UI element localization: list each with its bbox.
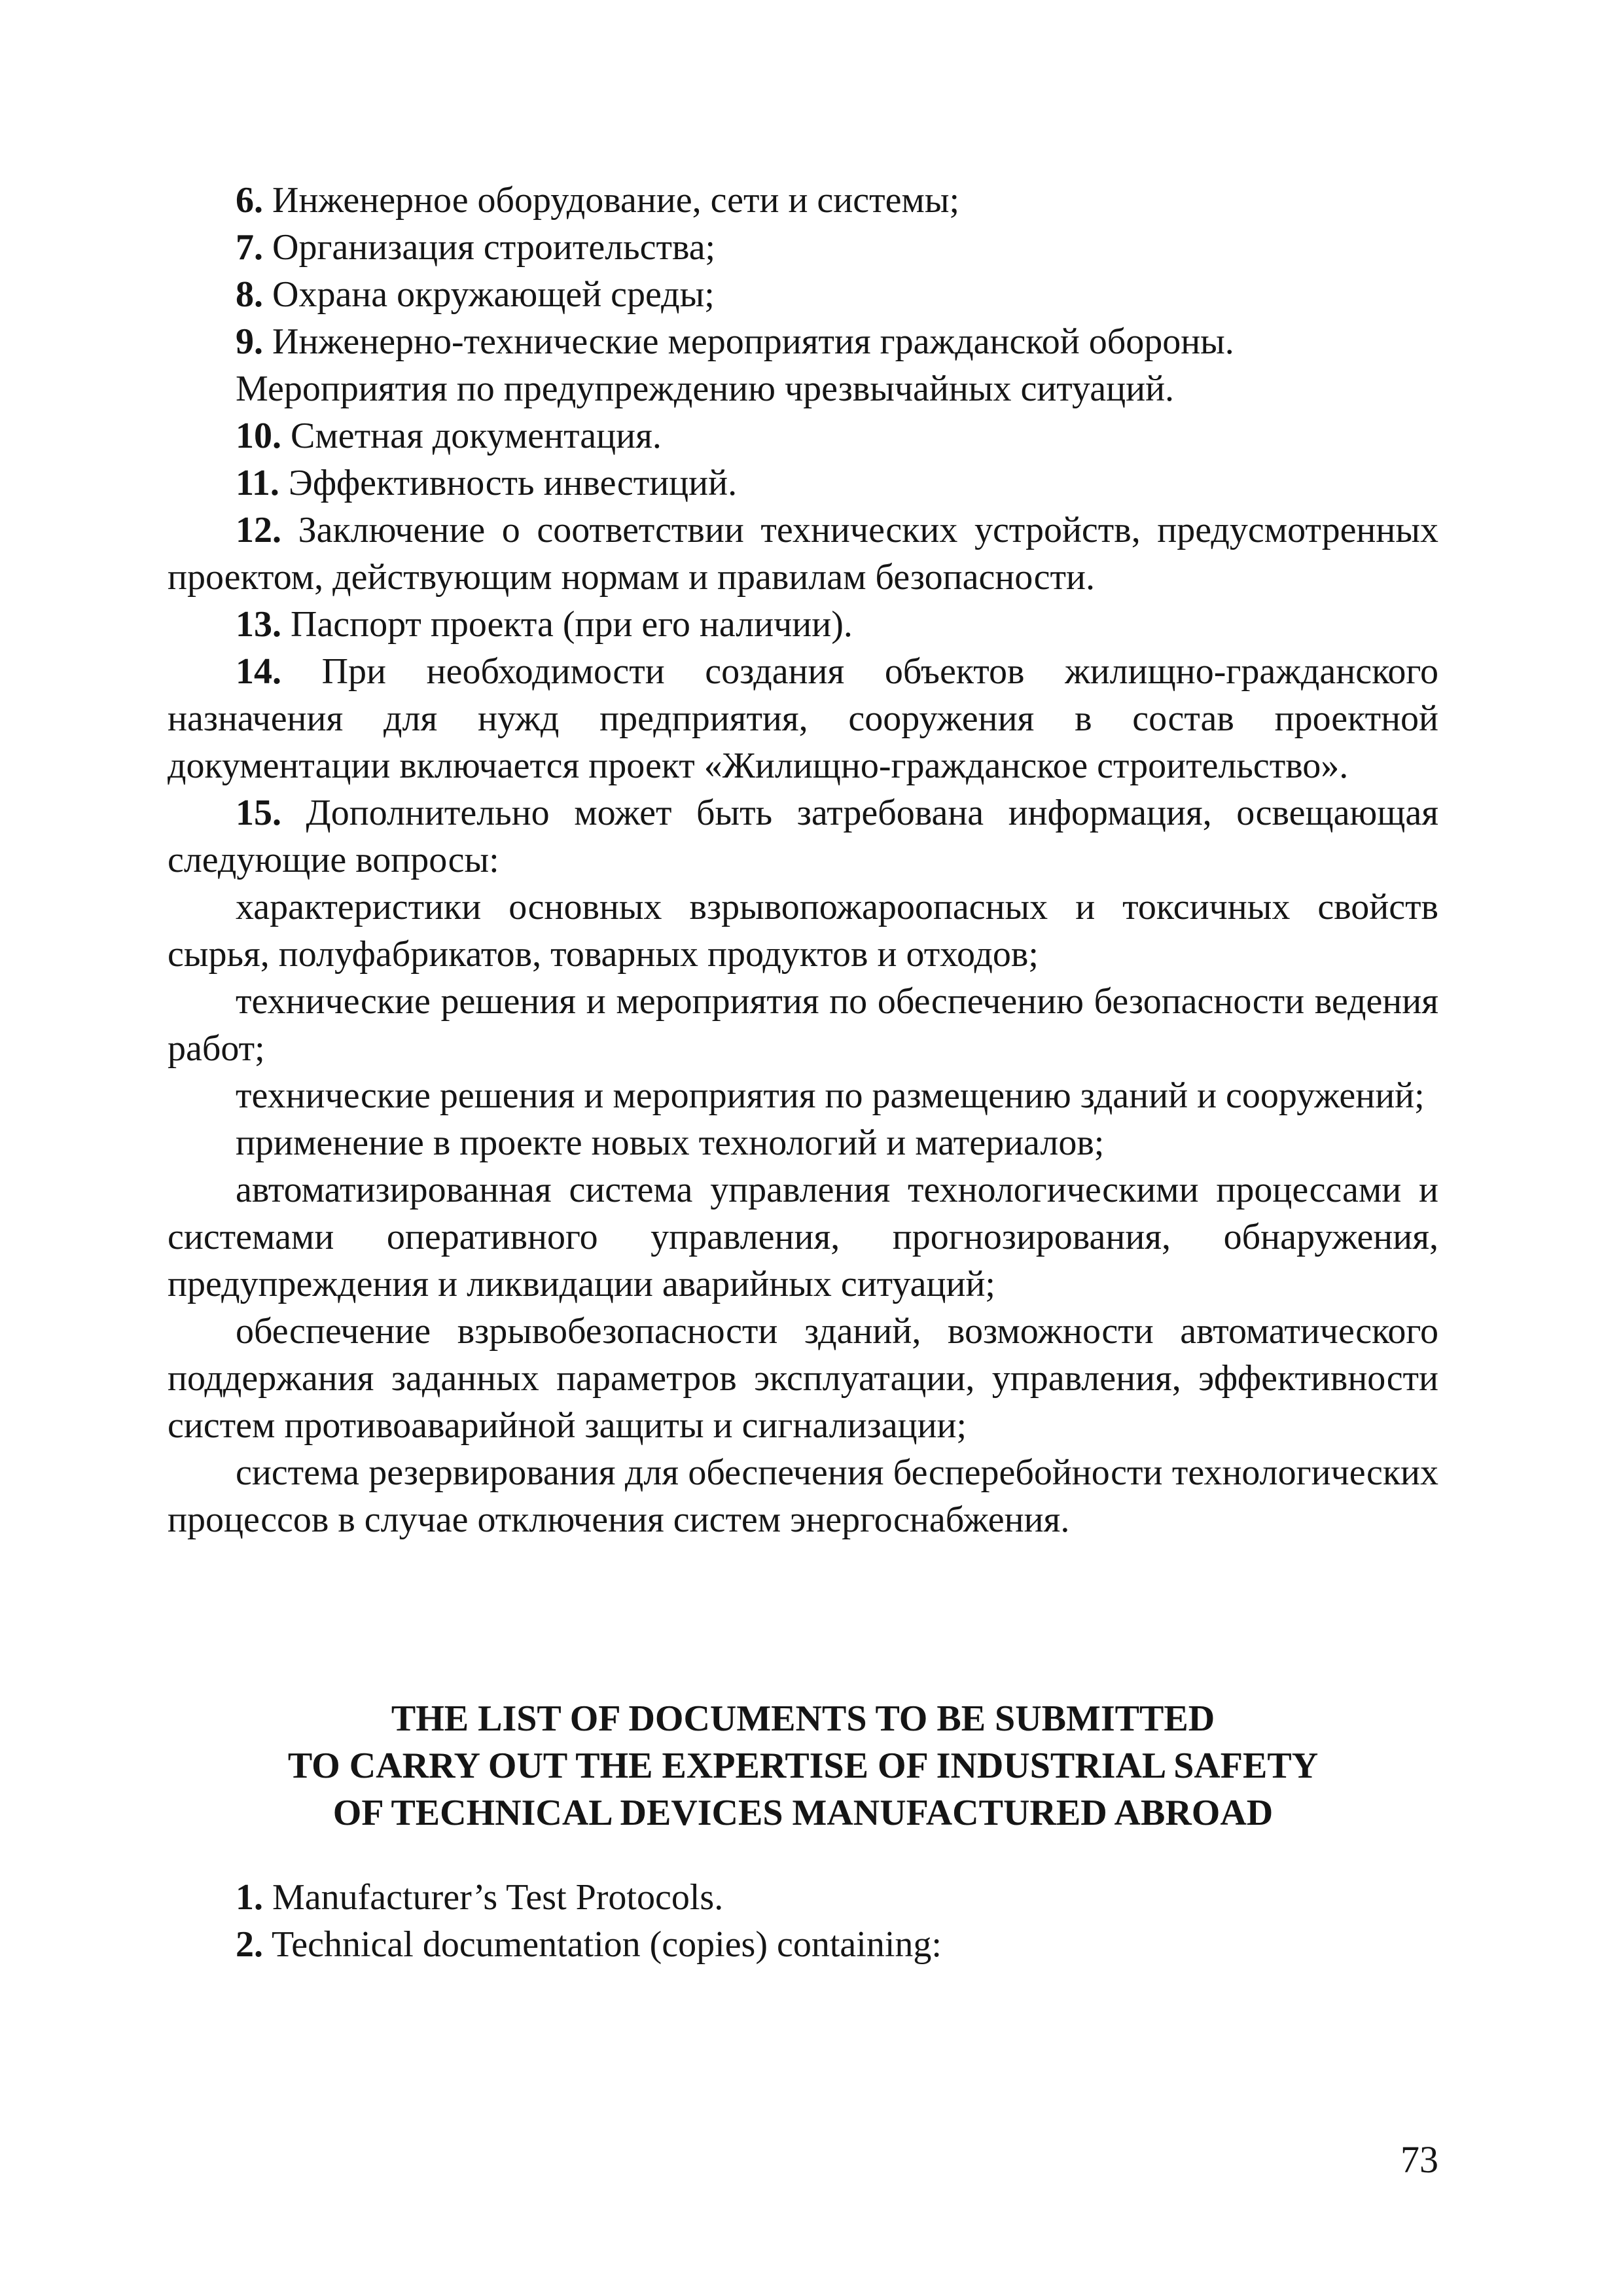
- item-number: 11.: [236, 463, 279, 503]
- list-item: [168, 507, 1438, 601]
- item-number: 9.: [236, 321, 263, 362]
- item-text: автоматизированная система управления технологическими процессами и системами оперативного управления, прогнозирования, обнаружения, предупреждения и ликвидации аварийных ситуаций;: [168, 1170, 1438, 1304]
- item-text: Инженерно-технические мероприятия гражданской обороны.: [263, 321, 1234, 362]
- page-number: 73: [1400, 2138, 1438, 2181]
- item-text: характеристики основных взрывопожароопасных и токсичных свойств сырья, полуфабрикатов, товарных продуктов и отходов;: [168, 887, 1438, 975]
- item-number: 8.: [236, 274, 263, 315]
- list-item: [168, 1166, 1438, 1308]
- item-text: Заключение о соответствии технических устройств, предусмотренных проектом, действующим нормам и правилам безопасности.: [168, 510, 1438, 598]
- list-item: [168, 459, 1438, 507]
- item-number: 13.: [236, 604, 281, 645]
- english-list: [168, 1874, 1438, 1968]
- list-item: [168, 1449, 1438, 1543]
- list-item: [168, 789, 1438, 884]
- list-item: [168, 318, 1438, 365]
- item-text: Инженерное оборудование, сети и системы;: [263, 180, 960, 221]
- item-number: 7.: [236, 227, 263, 268]
- item-text: Эффективность инвестиций.: [279, 463, 738, 503]
- item-text: Паспорт проекта (при его наличии).: [281, 604, 853, 645]
- russian-list: [168, 177, 1438, 1543]
- list-item: [168, 365, 1438, 412]
- item-number: 1.: [236, 1877, 263, 1918]
- list-item: [168, 601, 1438, 648]
- list-item: [168, 648, 1438, 789]
- list-item: [168, 1072, 1438, 1119]
- item-number: 14.: [236, 651, 281, 692]
- list-item: [168, 412, 1438, 459]
- list-item: [168, 177, 1438, 224]
- list-item: [168, 1119, 1438, 1166]
- item-text: Technical documentation (copies) containing:: [263, 1924, 942, 1965]
- item-text: Охрана окружающей среды;: [263, 274, 715, 315]
- item-number: 12.: [236, 510, 281, 550]
- list-item: [168, 224, 1438, 271]
- list-item: [168, 271, 1438, 318]
- item-number: 10.: [236, 416, 281, 456]
- item-number: 6.: [236, 180, 263, 221]
- item-text: При необходимости создания объектов жилищно-гражданского назначения для нужд предприятия, сооружения в состав проектной документации включается проект «Жилищно-гражданское строительство».: [168, 651, 1438, 786]
- item-text: Дополнительно может быть затребована информация, освещающая следующие вопросы:: [168, 793, 1438, 880]
- section-title: [168, 1695, 1438, 1837]
- list-item: [168, 884, 1438, 978]
- item-text: Manufacturer’s Test Protocols.: [263, 1877, 724, 1918]
- item-text: технические решения и мероприятия по размещению зданий и сооружений;: [236, 1075, 1425, 1116]
- item-text: обеспечение взрывобезопасности зданий, возможности автоматического поддержания заданных параметров эксплуатации, управления, эффективности систем противоаварийной защиты и сигнализации;: [168, 1311, 1438, 1446]
- section-title-line: OF TECHNICAL DEVICES MANUFACTURED ABROAD: [332, 1793, 1274, 1833]
- list-item: [168, 978, 1438, 1072]
- item-text: применение в проекте новых технологий и материалов;: [236, 1122, 1105, 1163]
- list-item: [168, 1308, 1438, 1449]
- item-text: технические решения и мероприятия по обеспечению безопасности ведения работ;: [168, 981, 1438, 1069]
- item-number: 2.: [236, 1924, 263, 1965]
- item-number: 15.: [236, 793, 281, 833]
- item-text: Сметная документация.: [281, 416, 662, 456]
- item-text: Организация строительства;: [263, 227, 716, 268]
- list-item: [168, 1874, 1438, 1921]
- section-title-line: TO CARRY OUT THE EXPERTISE OF INDUSTRIAL SAFETY: [287, 1746, 1319, 1786]
- section-title-line: THE LIST OF DOCUMENTS TO BE SUBMITTED: [391, 1698, 1215, 1739]
- list-item: [168, 1921, 1438, 1968]
- item-text: система резервирования для обеспечения бесперебойности технологических процессов в случае отключения систем энергоснабжения.: [168, 1452, 1438, 1540]
- item-text: Мероприятия по предупреждению чрезвычайных ситуаций.: [236, 368, 1175, 409]
